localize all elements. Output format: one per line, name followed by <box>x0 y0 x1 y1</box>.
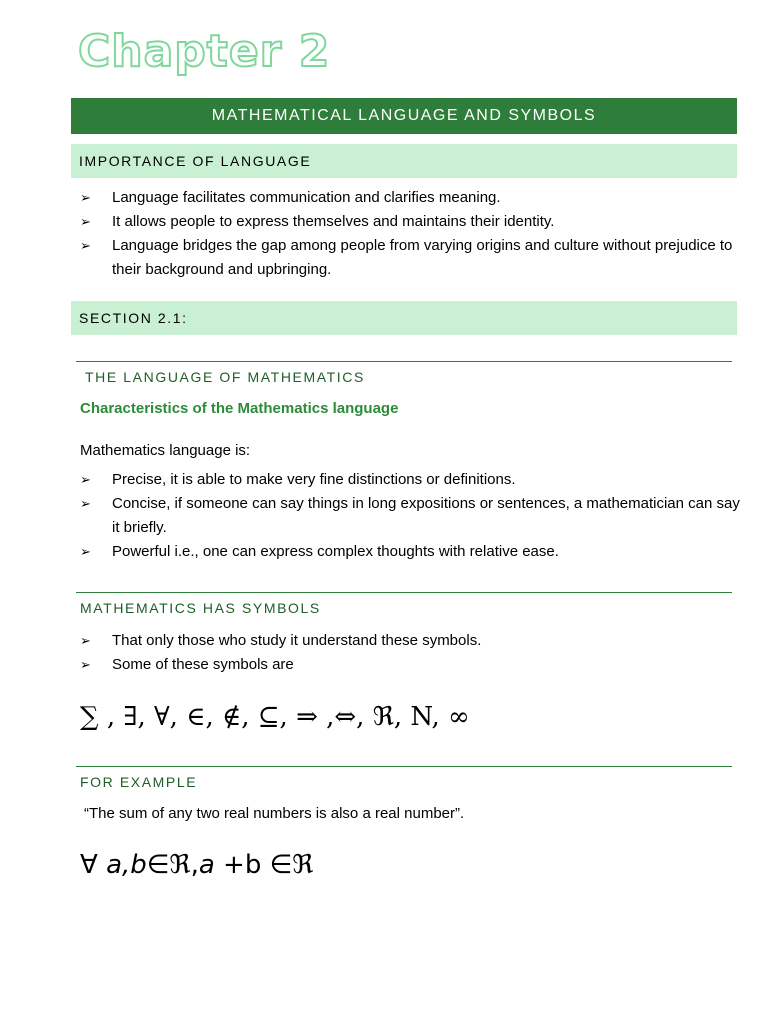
arrow-bullet-icon: ➢ <box>80 496 91 511</box>
list-item <box>80 540 740 564</box>
importance-list <box>80 186 740 282</box>
example-formula <box>80 846 313 884</box>
list-item-text: It allows people to express themselves and maintains their identity. <box>112 213 555 230</box>
arrow-bullet-icon: ➢ <box>80 238 91 253</box>
arrow-bullet-icon: ➢ <box>80 214 91 229</box>
importance-banner: IMPORTANCE OF LANGUAGE <box>71 144 737 178</box>
math-language-intro: Mathematics language is: <box>80 442 251 459</box>
list-item-text: Powerful i.e., one can express complex thoughts with relative ease. <box>112 543 559 560</box>
example-sentence: “The sum of any two real numbers is also a real number”. <box>84 805 465 822</box>
divider <box>76 766 732 767</box>
formula-plus-b: +b <box>214 850 270 880</box>
divider <box>76 592 732 593</box>
main-title-banner: MATHEMATICAL LANGUAGE AND SYMBOLS <box>71 98 737 134</box>
formula-a-b: a,b <box>106 850 147 880</box>
formula-in-reals: ∈ℜ, <box>146 850 199 880</box>
list-item-text: Language facilitates communication and clarifies meaning. <box>112 189 501 206</box>
formula-forall: ∀ <box>80 850 107 880</box>
list-item <box>80 629 740 653</box>
list-item <box>80 653 740 677</box>
symbols-heading: MATHEMATICS HAS SYMBOLS <box>80 600 321 616</box>
math-symbols-line: ∑ , ∃, ∀, ∈, ∉, ⊆, ⇒ ,⇔, ℜ, N, ∞ <box>80 702 470 732</box>
list-item-text: Precise, it is able to make very fine distinctions or definitions. <box>112 471 516 488</box>
arrow-bullet-icon: ➢ <box>80 472 91 487</box>
list-item <box>80 234 740 282</box>
characteristics-list <box>80 468 740 564</box>
list-item <box>80 492 740 540</box>
arrow-bullet-icon: ➢ <box>80 657 91 672</box>
language-heading: THE LANGUAGE OF MATHEMATICS <box>85 369 365 385</box>
list-item-text: Concise, if someone can say things in long expositions or sentences, a mathematician can say it briefly. <box>112 495 740 536</box>
formula-in-reals-end: ∈ℜ <box>269 850 314 880</box>
arrow-bullet-icon: ➢ <box>80 190 91 205</box>
divider <box>76 361 732 362</box>
symbols-list <box>80 629 740 677</box>
section-banner: SECTION 2.1: <box>71 301 737 335</box>
arrow-bullet-icon: ➢ <box>80 633 91 648</box>
list-item-text: Language bridges the gap among people from varying origins and culture without prejudice to their background and upbringing. <box>112 237 733 278</box>
list-item <box>80 186 740 210</box>
example-heading: FOR EXAMPLE <box>80 774 198 790</box>
list-item <box>80 468 740 492</box>
arrow-bullet-icon: ➢ <box>80 544 91 559</box>
list-item <box>80 210 740 234</box>
list-item-text: That only those who study it understand these symbols. <box>112 632 482 649</box>
characteristics-heading: Characteristics of the Mathematics language <box>80 400 399 417</box>
chapter-title: Chapter 2 <box>78 26 331 77</box>
formula-a: a <box>198 850 215 880</box>
list-item-text: Some of these symbols are <box>112 656 294 673</box>
